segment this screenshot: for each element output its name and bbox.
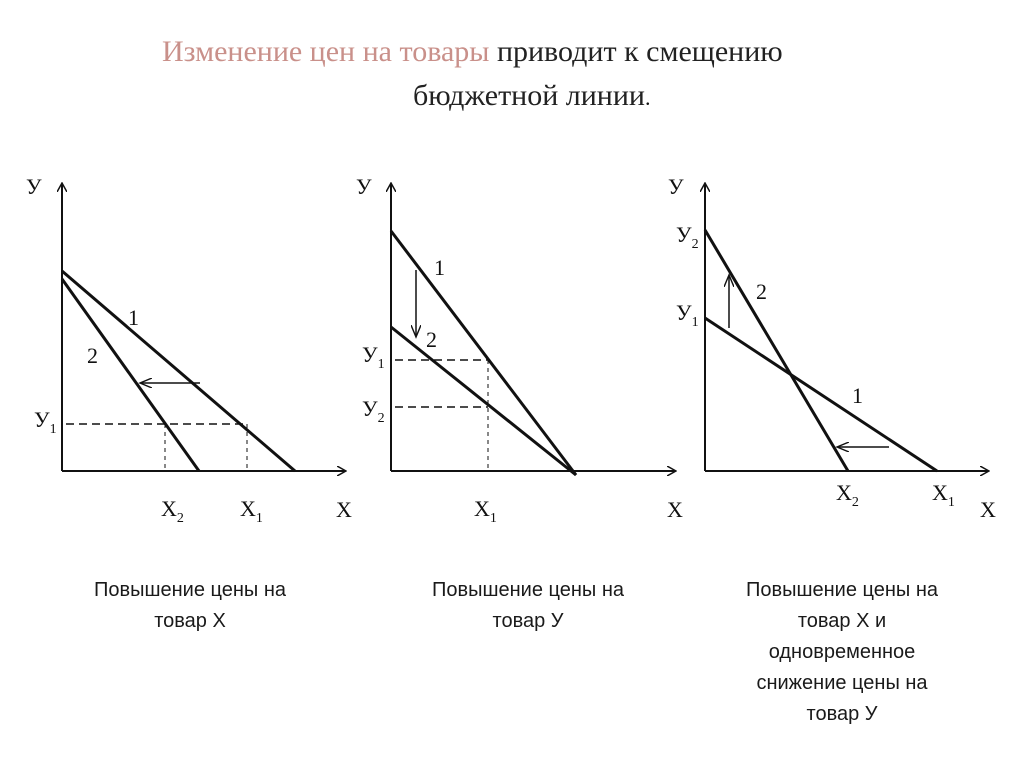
title-main: приводит к смещению: [489, 35, 783, 68]
caption-line: Повышение цены на: [93, 579, 287, 601]
panel3-y1-label: У1: [676, 300, 699, 330]
panel3-budget-line-1: [705, 318, 937, 471]
panel3-y2-label: У2: [676, 222, 699, 252]
panel3-x-axis-label: Х: [980, 497, 996, 522]
panel2-line-2-label: 2: [426, 327, 437, 352]
panel1-x1-label: Х1: [240, 496, 263, 526]
panel2-line-1-label: 1: [434, 255, 445, 280]
panel1-caption: [40, 575, 340, 637]
panel3-line-2-label: 2: [756, 279, 767, 304]
caption-line: товар Х: [154, 610, 226, 632]
panel1-x-axis-label: Х: [336, 497, 352, 522]
caption-line: товар У: [806, 703, 878, 725]
panel-1: [26, 174, 352, 526]
panel3-x2-label: Х2: [836, 480, 859, 510]
panel1-line-1-label: 1: [128, 305, 139, 330]
caption-line: товар Х и: [797, 610, 887, 632]
caption-line: Повышение цены на: [745, 579, 939, 601]
panel-3: [668, 174, 996, 522]
panel1-x2-label: Х2: [161, 496, 184, 526]
panel2-y-axis-label: У: [356, 174, 372, 199]
panel2-budget-line-1: [391, 231, 576, 475]
panel2-y2-label: У2: [362, 396, 385, 426]
panel1-y1-label: У1: [34, 407, 57, 437]
panel1-line-2-label: 2: [87, 343, 98, 368]
title-line2-text: бюджетной линии: [413, 79, 645, 112]
panel-2: [356, 174, 683, 526]
title-accent: Изменение цен на товары: [162, 35, 490, 68]
panel3-y-axis-label: У: [668, 174, 684, 199]
caption-line: Повышение цены на: [431, 579, 625, 601]
caption-line: товар У: [492, 610, 564, 632]
caption-line: одновременное: [768, 641, 916, 663]
panel2-budget-line-2: [391, 327, 576, 475]
panel2-caption: [378, 575, 678, 637]
panel2-x-axis-label: Х: [667, 497, 683, 522]
panel3-budget-line-2: [705, 230, 848, 471]
panel3-caption: [692, 575, 992, 730]
caption-line: снижение цены на: [756, 672, 928, 694]
panel3-x1-label: Х1: [932, 480, 955, 510]
panel2-x1-label: Х1: [474, 496, 497, 526]
panel3-line-1-label: 1: [852, 383, 863, 408]
title-line2-dot: .: [644, 85, 651, 110]
panel1-y-axis-label: У: [26, 174, 42, 199]
panel2-y1-label: У1: [362, 342, 385, 372]
